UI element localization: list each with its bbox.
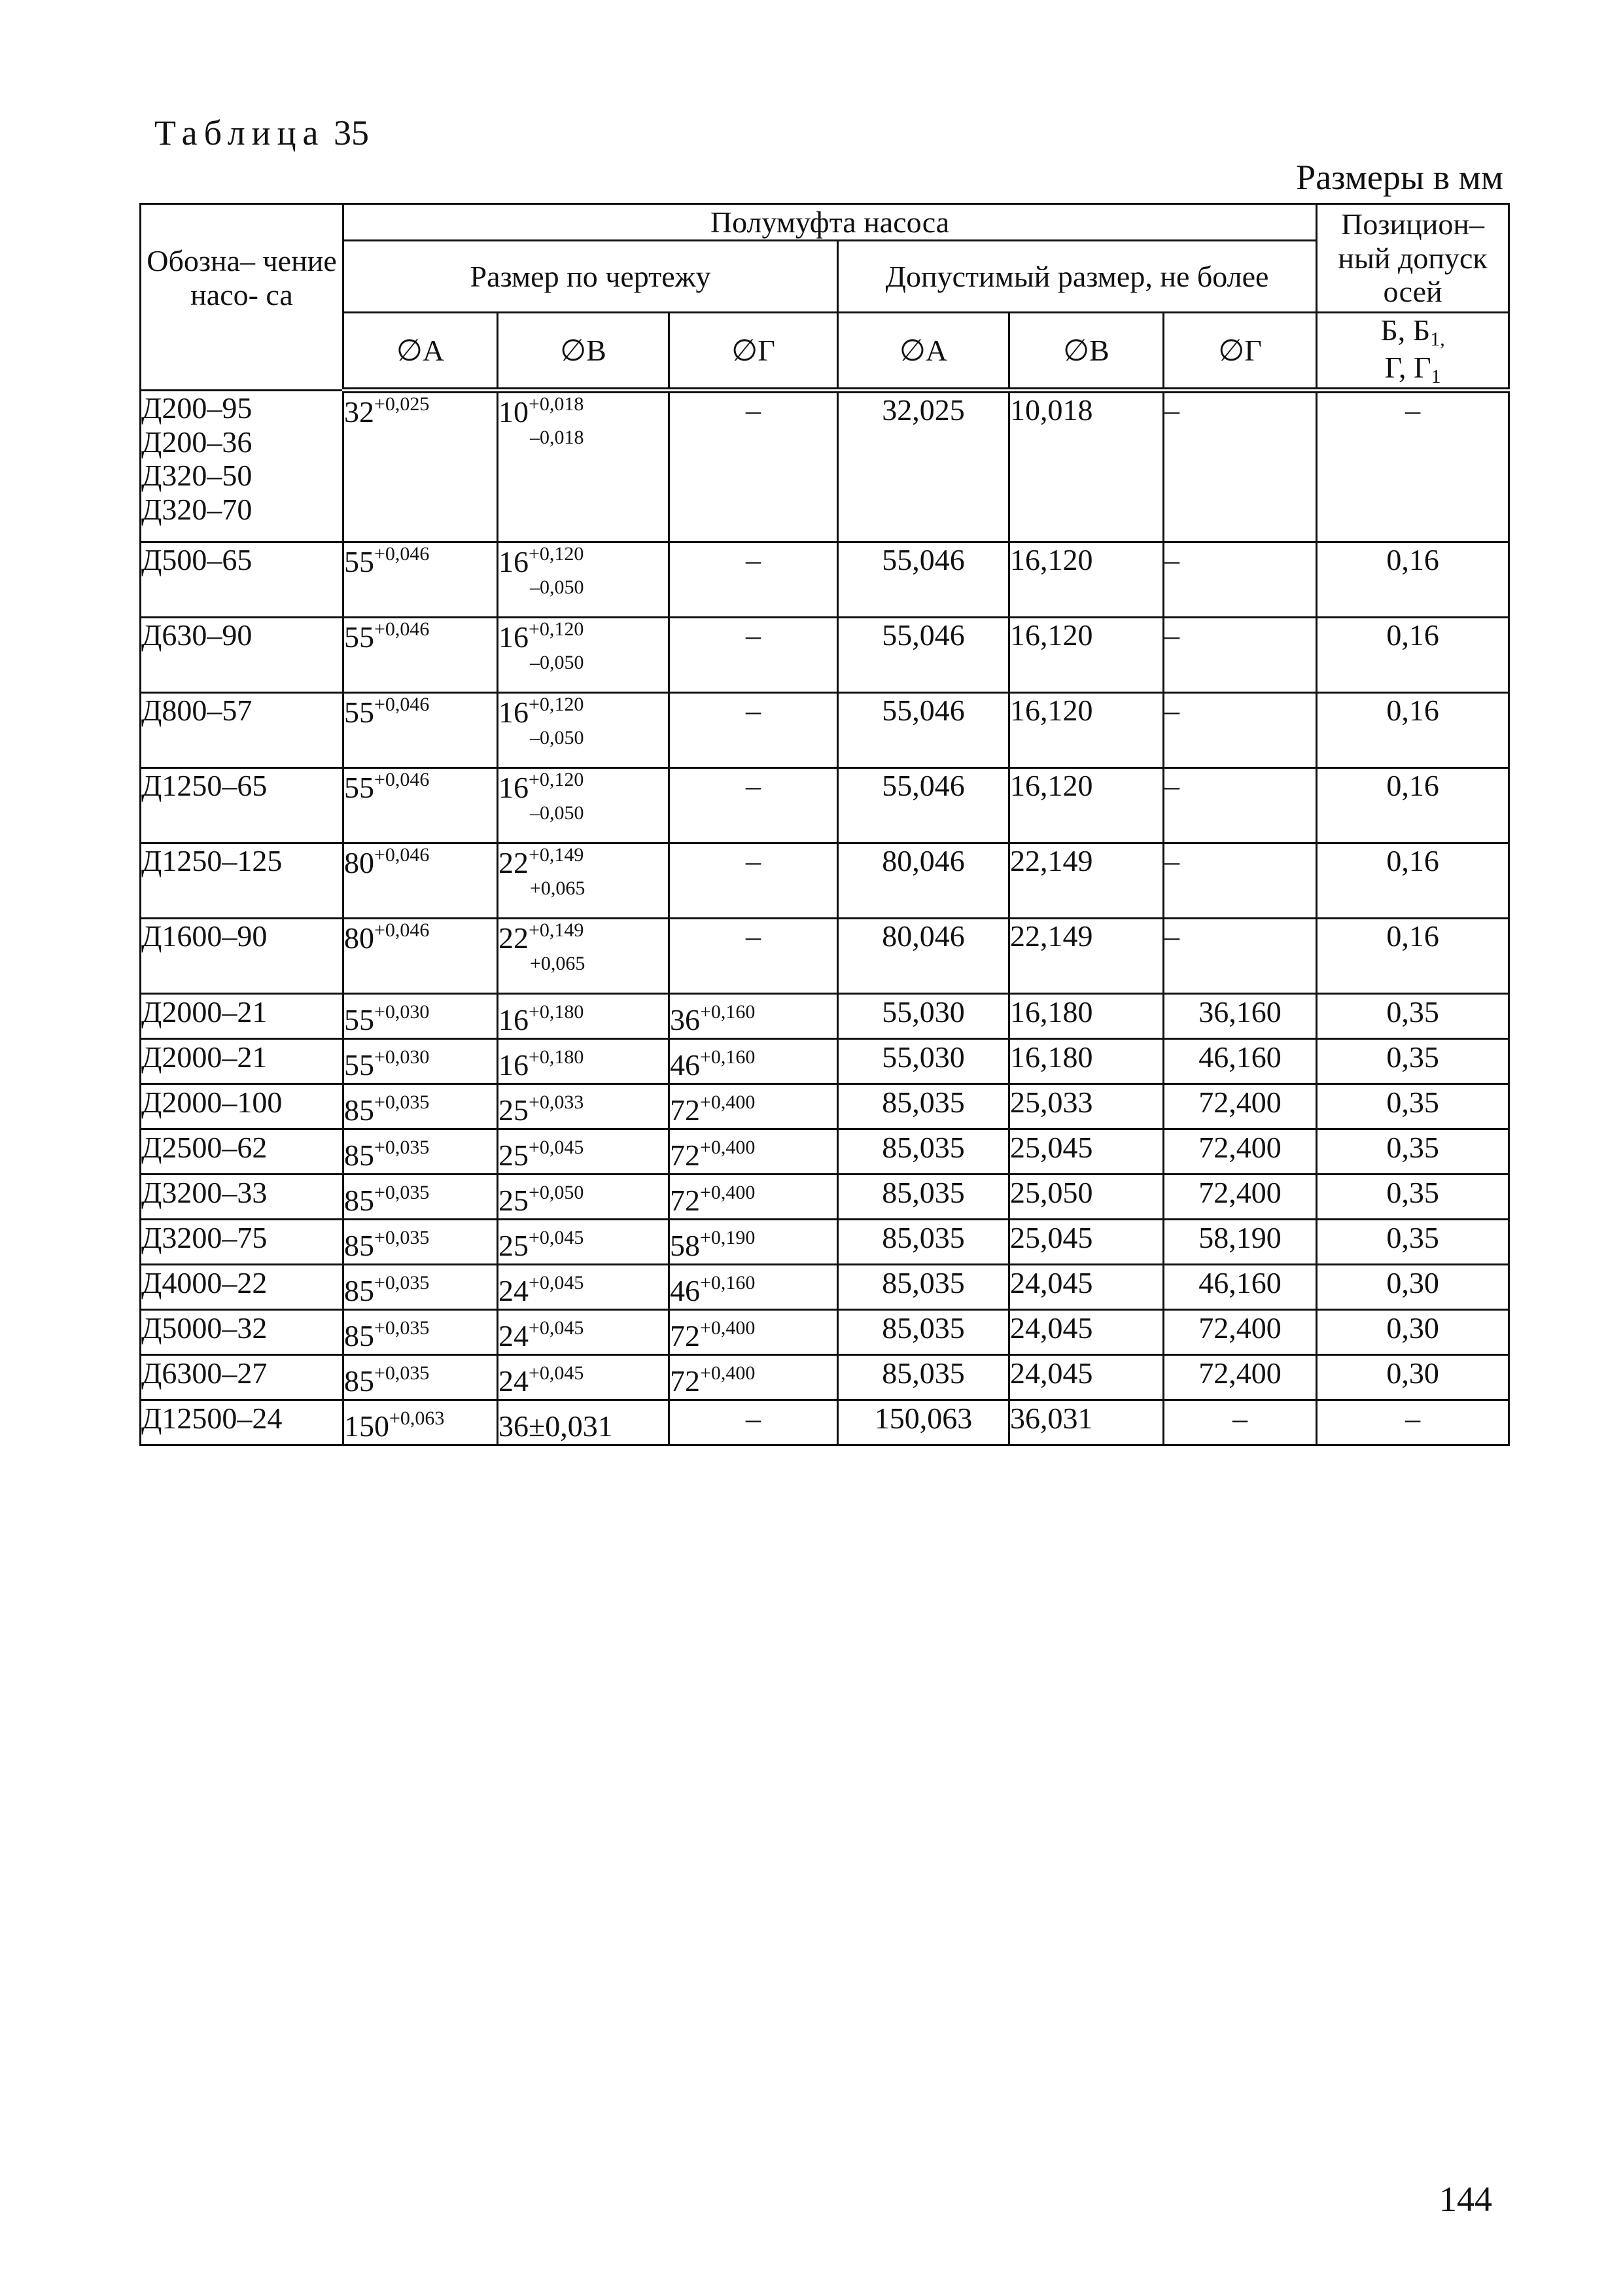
cell-v [498,1220,669,1265]
cell-v-max: 16,180 [1009,1039,1164,1084]
cell-pump-designation: Д1250–65 [141,768,343,843]
cell-v-lower-deviation: +0,065 [530,877,585,899]
cell-position-tolerance: 0,16 [1317,843,1509,919]
cell-pump-designation: Д3200–33 [141,1174,343,1220]
cell-a-nominal: 85 [344,1319,374,1353]
cell-v-max: 16,120 [1009,693,1164,768]
cell-position-tolerance: 0,16 [1317,768,1509,843]
cell-a-upper-deviation: +0,046 [374,919,430,942]
cell-a [343,1084,498,1129]
cell-g-max: 72,400 [1164,1355,1317,1400]
cell-a-nominal: 85 [344,1364,374,1398]
header-col-v: ∅В [498,313,669,391]
cell-g: – [669,618,838,693]
cell-v [498,919,669,994]
table-row [141,919,1509,994]
cell-g-upper-deviation: +0,160 [700,1001,756,1023]
cell-a-max: 32,025 [838,391,1009,542]
table-row [141,1129,1509,1174]
cell-a-nominal: 55 [344,696,374,730]
cell-a-max: 55,030 [838,994,1009,1039]
cell-g-nominal: 72 [670,1319,700,1353]
cell-g-max: – [1164,618,1317,693]
cell-v [498,1174,669,1220]
cell-g-nominal: 72 [670,1184,700,1218]
table-row [141,1039,1509,1084]
cell-v [498,1039,669,1084]
cell-v-nominal: 24 [498,1364,529,1398]
table-row [141,1220,1509,1265]
header-col-v-max: ∅В [1009,313,1164,391]
cell-pump-designation: Д800–57 [141,693,343,768]
cell-a-upper-deviation: +0,035 [374,1227,430,1249]
cell-g-upper-deviation: +0,400 [700,1182,756,1204]
cell-position-tolerance: 0,16 [1317,919,1509,994]
cell-position-tolerance: 0,35 [1317,1084,1509,1129]
cell-a-max: 85,035 [838,1265,1009,1310]
cell-a [343,1174,498,1220]
table-row [141,1355,1509,1400]
cell-g [669,994,838,1039]
cell-position-tolerance: 0,35 [1317,1129,1509,1174]
cell-v-nominal: 24 [498,1274,529,1308]
cell-v-nominal: 16 [498,696,529,730]
cell-position-tolerance: 0,30 [1317,1310,1509,1355]
cell-a-upper-deviation: +0,035 [374,1362,430,1385]
table-caption [154,113,369,153]
cell-v-nominal: 16 [498,545,529,579]
header-axes-line1: Б, Б1, [1380,313,1445,350]
cell-g-max: 72,400 [1164,1129,1317,1174]
cell-g-upper-deviation: +0,400 [700,1362,756,1385]
cell-pump-designation: Д2000–21 [141,994,343,1039]
cell-v-max: 25,033 [1009,1084,1164,1129]
cell-pump-designation: Д200–95 Д200–36 Д320–50 Д320–70 [141,391,343,542]
cell-a [343,1039,498,1084]
cell-a [343,1400,498,1445]
cell-v [498,1400,669,1445]
header-position-tolerance: Позицион– ный допуск осей [1317,204,1509,313]
table-row [141,1174,1509,1220]
cell-a [343,994,498,1039]
cell-g-max: – [1164,693,1317,768]
cell-v-upper-deviation: +0,120 [529,769,584,791]
cell-a-upper-deviation: +0,046 [374,618,430,641]
cell-a-max: 80,046 [838,919,1009,994]
cell-g-max: – [1164,391,1317,542]
cell-v-upper-deviation: +0,045 [529,1227,584,1249]
cell-g-max: – [1164,542,1317,618]
cell-v-max: 24,045 [1009,1310,1164,1355]
cell-a-nominal: 150 [344,1409,389,1443]
units-note: Размеры в мм [1296,158,1503,197]
cell-g-max: – [1164,919,1317,994]
cell-pump-designation: Д1600–90 [141,919,343,994]
cell-a-upper-deviation: +0,046 [374,543,430,565]
header-axes-line2: Г, Г1 [1384,350,1441,387]
header-allowed-size: Допустимый размер, не более [838,241,1317,313]
cell-g: – [669,1400,838,1445]
cell-a [343,693,498,768]
cell-a-upper-deviation: +0,030 [374,1046,430,1069]
cell-a [343,1129,498,1174]
cell-g: – [669,542,838,618]
table-row [141,1310,1509,1355]
cell-a-nominal: 85 [344,1274,374,1308]
cell-v-max: 25,045 [1009,1220,1164,1265]
caption-number: 35 [333,113,369,152]
header-coupling: Полумуфта насоса [343,204,1317,241]
cell-a-upper-deviation: +0,046 [374,769,430,791]
cell-g-max: 58,190 [1164,1220,1317,1265]
cell-v-lower-deviation: +0,065 [530,952,585,974]
cell-a [343,1220,498,1265]
cell-g-max: – [1164,843,1317,919]
cell-v-upper-deviation: +0,045 [529,1362,584,1385]
cell-v [498,768,669,843]
header-designation: Обозна– чение насо- са [141,204,343,391]
cell-a-nominal: 80 [344,846,374,880]
cell-v-nominal: 25 [498,1184,529,1218]
cell-v-lower-deviation: –0,050 [530,651,584,673]
cell-a-upper-deviation: +0,030 [374,1001,430,1023]
cell-a-upper-deviation: +0,035 [374,1317,430,1339]
cell-a-upper-deviation: +0,035 [374,1091,430,1114]
cell-g-max: 46,160 [1164,1039,1317,1084]
cell-pump-designation: Д5000–32 [141,1310,343,1355]
cell-g-upper-deviation: +0,400 [700,1137,756,1159]
cell-position-tolerance: 0,16 [1317,618,1509,693]
cell-a-nominal: 55 [344,1048,374,1082]
table-row [141,391,1509,542]
cell-v [498,843,669,919]
cell-g-upper-deviation: +0,160 [700,1046,756,1069]
cell-g [669,1084,838,1129]
cell-pump-designation: Д12500–24 [141,1400,343,1445]
cell-v-upper-deviation: +0,180 [529,1046,584,1069]
header-col-a-max: ∅А [838,313,1009,391]
cell-g-upper-deviation: +0,190 [700,1227,756,1249]
cell-pump-designation: Д2000–21 [141,1039,343,1084]
cell-g-max: – [1164,1400,1317,1445]
cell-v-max: 24,045 [1009,1355,1164,1400]
cell-pump-designation: Д4000–22 [141,1265,343,1310]
header-axes [1317,313,1509,391]
cell-v [498,1355,669,1400]
cell-v-max: 25,050 [1009,1174,1164,1220]
cell-v-nominal: 16 [498,1048,529,1082]
cell-v-nominal: 22 [498,846,529,880]
cell-a-upper-deviation: +0,025 [374,393,430,415]
cell-a [343,542,498,618]
cell-a [343,1310,498,1355]
cell-pump-designation: Д2500–62 [141,1129,343,1174]
cell-g: – [669,843,838,919]
cell-pump-designation: Д6300–27 [141,1355,343,1400]
cell-a-nominal: 80 [344,921,374,955]
cell-a-upper-deviation: +0,063 [389,1407,445,1430]
cell-a-nominal: 32 [344,395,374,429]
cell-g-max: 46,160 [1164,1265,1317,1310]
cell-g: – [669,919,838,994]
cell-g-nominal: 58 [670,1229,700,1263]
cell-a-max: 80,046 [838,843,1009,919]
cell-v [498,1084,669,1129]
cell-a [343,1265,498,1310]
cell-a-max: 55,046 [838,768,1009,843]
cell-a-nominal: 85 [344,1093,374,1127]
cell-v [498,1310,669,1355]
cell-v-upper-deviation: +0,120 [529,618,584,641]
table-row [141,1084,1509,1129]
cell-pump-designation: Д1250–125 [141,843,343,919]
cell-v-upper-deviation: +0,033 [529,1091,584,1114]
cell-a-nominal: 85 [344,1139,374,1173]
cell-a-upper-deviation: +0,035 [374,1182,430,1204]
cell-g-max: 72,400 [1164,1084,1317,1129]
cell-position-tolerance: 0,35 [1317,994,1509,1039]
table-row [141,994,1509,1039]
cell-a-nominal: 55 [344,1003,374,1037]
cell-g-upper-deviation: +0,160 [700,1272,756,1294]
cell-a-max: 55,030 [838,1039,1009,1084]
cell-a-max: 55,046 [838,693,1009,768]
cell-v-lower-deviation: –0,050 [530,576,584,598]
cell-g-nominal: 36 [670,1003,700,1037]
cell-position-tolerance: 0,35 [1317,1220,1509,1265]
cell-a [343,768,498,843]
cell-pump-designation: Д630–90 [141,618,343,693]
table-row [141,618,1509,693]
cell-g [669,1039,838,1084]
page-number: 144 [1439,2180,1492,2219]
cell-v-lower-deviation: –0,050 [530,802,584,824]
cell-v [498,994,669,1039]
cell-g [669,1129,838,1174]
cell-pump-designation: Д2000–100 [141,1084,343,1129]
cell-v-max: 16,120 [1009,542,1164,618]
cell-g-nominal: 72 [670,1364,700,1398]
cell-v-nominal: 24 [498,1319,529,1353]
cell-g [669,1174,838,1220]
cell-v-nominal: 25 [498,1229,529,1263]
cell-a [343,843,498,919]
cell-position-tolerance: 0,35 [1317,1039,1509,1084]
cell-v [498,693,669,768]
cell-v-upper-deviation: +0,149 [529,844,584,866]
cell-a-nominal: 55 [344,771,374,805]
cell-position-tolerance: – [1317,1400,1509,1445]
cell-v-upper-deviation: +0,050 [529,1182,584,1204]
cell-a-upper-deviation: +0,035 [374,1272,430,1294]
cell-v-nominal: 10 [498,395,529,429]
cell-a-max: 85,035 [838,1174,1009,1220]
cell-g-nominal: 72 [670,1139,700,1173]
cell-a-upper-deviation: +0,046 [374,694,430,716]
cell-a-upper-deviation: +0,046 [374,844,430,866]
cell-position-tolerance: 0,30 [1317,1265,1509,1310]
cell-v-upper-deviation: +0,149 [529,919,584,942]
header-col-a: ∅А [343,313,498,391]
cell-v-nominal: 16 [498,1003,529,1037]
cell-g-max: 72,400 [1164,1310,1317,1355]
cell-v [498,391,669,542]
cell-pump-designation: Д500–65 [141,542,343,618]
cell-v-max: 36,031 [1009,1400,1164,1445]
cell-position-tolerance: 0,30 [1317,1355,1509,1400]
cell-position-tolerance: 0,16 [1317,542,1509,618]
cell-a-nominal: 85 [344,1184,374,1218]
table-row [141,1265,1509,1310]
cell-g [669,1310,838,1355]
cell-v-nominal: 25 [498,1093,529,1127]
table-row [141,843,1509,919]
cell-a-max: 85,035 [838,1084,1009,1129]
cell-position-tolerance: 0,35 [1317,1174,1509,1220]
cell-v-upper-deviation: +0,180 [529,1001,584,1023]
cell-v-upper-deviation: +0,018 [529,393,584,415]
cell-g-upper-deviation: +0,400 [700,1317,756,1339]
cell-a [343,919,498,994]
cell-v-upper-deviation: +0,120 [529,543,584,565]
cell-v-max: 16,120 [1009,768,1164,843]
cell-v-nominal: 16 [498,771,529,805]
header-col-g: ∅Г [669,313,838,391]
cell-a-upper-deviation: +0,035 [374,1137,430,1159]
cell-g [669,1355,838,1400]
cell-a [343,391,498,542]
header-drawing-size: Размер по чертежу [343,241,838,313]
cell-a-max: 85,035 [838,1129,1009,1174]
cell-a-max: 55,046 [838,542,1009,618]
cell-g: – [669,768,838,843]
cell-g-max: 36,160 [1164,994,1317,1039]
cell-g-nominal: 46 [670,1274,700,1308]
cell-v-max: 22,149 [1009,843,1164,919]
table-row [141,768,1509,843]
cell-a-max: 85,035 [838,1310,1009,1355]
cell-g-max: 72,400 [1164,1174,1317,1220]
table-row [141,693,1509,768]
cell-a-nominal: 55 [344,545,374,579]
cell-pump-designation: Д3200–75 [141,1220,343,1265]
cell-v [498,1129,669,1174]
cell-a-max: 55,046 [838,618,1009,693]
cell-g: – [669,693,838,768]
cell-v [498,1265,669,1310]
cell-v-max: 16,120 [1009,618,1164,693]
cell-g-max: – [1164,768,1317,843]
cell-v-max: 10,018 [1009,391,1164,542]
cell-v-upper-deviation: +0,045 [529,1137,584,1159]
cell-g-nominal: 46 [670,1048,700,1082]
header-col-g-max: ∅Г [1164,313,1317,391]
cell-v-lower-deviation: –0,018 [530,426,584,448]
table-body [141,391,1509,1445]
cell-a-nominal: 55 [344,620,374,654]
cell-a-max: 150,063 [838,1400,1009,1445]
cell-g: – [669,391,838,542]
cell-a-max: 85,035 [838,1355,1009,1400]
cell-v [498,542,669,618]
cell-a-max: 85,035 [838,1220,1009,1265]
caption-word: Таблица [154,113,325,152]
cell-v-lower-deviation: –0,050 [530,726,584,749]
cell-g-nominal: 72 [670,1093,700,1127]
cell-a [343,618,498,693]
cell-v-upper-deviation: +0,045 [529,1272,584,1294]
cell-v-nominal: 36±0,031 [498,1409,613,1443]
cell-g-upper-deviation: +0,400 [700,1091,756,1114]
cell-v-max: 22,149 [1009,919,1164,994]
cell-a-nominal: 85 [344,1229,374,1263]
table-row [141,542,1509,618]
cell-g [669,1265,838,1310]
cell-v [498,618,669,693]
cell-position-tolerance: – [1317,391,1509,542]
cell-v-nominal: 16 [498,620,529,654]
cell-v-max: 16,180 [1009,994,1164,1039]
table-row [141,1400,1509,1445]
cell-v-nominal: 25 [498,1139,529,1173]
cell-v-nominal: 22 [498,921,529,955]
cell-v-max: 24,045 [1009,1265,1164,1310]
cell-a [343,1355,498,1400]
cell-position-tolerance: 0,16 [1317,693,1509,768]
pump-coupling-table [139,203,1510,1446]
cell-v-max: 25,045 [1009,1129,1164,1174]
cell-v-upper-deviation: +0,045 [529,1317,584,1339]
cell-g [669,1220,838,1265]
cell-v-upper-deviation: +0,120 [529,694,584,716]
